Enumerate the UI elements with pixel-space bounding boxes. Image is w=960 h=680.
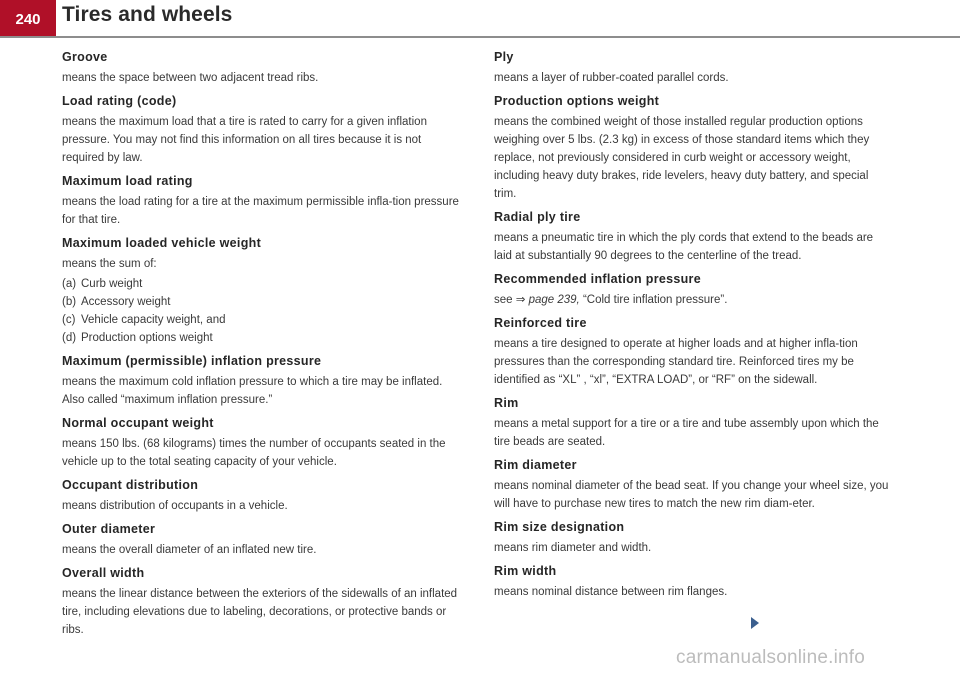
term-definition: means the maximum load that a tire is rated to carry for a given inflation pressure. You may not find this information on all tires because it is not required by law.: [62, 116, 427, 164]
term-definition: means the space between two adjacent tread ribs.: [62, 72, 319, 84]
term-definition: means the maximum cold inflation pressure to which a tire may be inflated. Also called “maximum inflation pressure.”: [62, 376, 443, 406]
glossary-entry-radial-ply-tire: [494, 210, 890, 265]
right-column: [494, 50, 890, 608]
list-item: [62, 329, 466, 347]
term-heading: Groove: [62, 50, 108, 64]
term-heading: Maximum load rating: [62, 174, 193, 188]
glossary-entry-recommended-inflation-pressure: [494, 272, 890, 309]
reference-prefix: see: [494, 294, 513, 306]
page-title: Tires and wheels: [62, 3, 233, 26]
term-definition: means the overall diameter of an inflated new tire.: [62, 544, 317, 556]
term-heading: Rim width: [494, 564, 557, 578]
term-definition: means 150 lbs. (68 kilograms) times the number of occupants seated in the vehicle up to the total seating capacity of your vehicle.: [62, 438, 446, 468]
term-heading: Radial ply tire: [494, 210, 581, 224]
term-heading: Maximum (permissible) inflation pressure: [62, 354, 322, 368]
glossary-entry-rim: [494, 396, 890, 451]
term-heading: Maximum loaded vehicle weight: [62, 236, 262, 250]
glossary-entry-maximum-load-rating: [62, 174, 466, 229]
header-divider: [0, 36, 960, 38]
list-item: [62, 275, 466, 293]
list-item: [62, 311, 466, 329]
triangle-right-icon[interactable]: [751, 617, 759, 629]
list-marker: (c): [62, 314, 76, 326]
glossary-entry-normal-occupant-weight: [62, 416, 466, 471]
glossary-entry-outer-diameter: [62, 522, 466, 559]
reference-topic: “Cold tire inflation pressure”.: [582, 294, 728, 306]
left-column: [62, 50, 466, 646]
term-definition: means a layer of rubber-coated parallel cords.: [494, 72, 729, 84]
glossary-entry-rim-diameter: [494, 458, 890, 513]
term-heading: Rim diameter: [494, 458, 577, 472]
term-heading: Ply: [494, 50, 514, 64]
glossary-entry-groove: [62, 50, 466, 87]
watermark: carmanualsonline.info: [676, 647, 866, 668]
list-item-text: Production options weight: [81, 332, 213, 344]
term-definition: means the linear distance between the exteriors of the sidewalls of an inflated tire, including elevations due to labeling, decorations, or protective bands or ribs.: [62, 588, 458, 636]
term-definition: means nominal distance between rim flanges.: [494, 586, 728, 598]
term-heading: Production options weight: [494, 94, 660, 108]
glossary-entry-maximum-inflation-pressure: [62, 354, 466, 409]
term-definition: [494, 291, 890, 309]
term-heading: Normal occupant weight: [62, 416, 214, 430]
glossary-entry-rim-width: [494, 564, 890, 601]
term-heading: Reinforced tire: [494, 316, 587, 330]
page-reference-link[interactable]: page 239,: [528, 294, 580, 306]
glossary-entry-overall-width: [62, 566, 466, 639]
term-definition: means a metal support for a tire or a tire and tube assembly upon which the tire beads are seated.: [494, 418, 879, 448]
page-number-badge: [0, 0, 56, 38]
term-heading: Rim size designation: [494, 520, 625, 534]
glossary-entry-reinforced-tire: [494, 316, 890, 389]
term-definition: means the sum of:: [62, 258, 157, 270]
list-item-text: Vehicle capacity weight, and: [81, 314, 226, 326]
term-definition: means a tire designed to operate at higher loads and at higher infla-tion pressures than the corresponding standard tire. Reinforced tires my be identified as “XL” , “xl”, “EXTRA LOAD”, or “RF” on the sidewall.: [494, 338, 858, 386]
weight-components-list: [62, 275, 466, 347]
term-heading: Recommended inflation pressure: [494, 272, 701, 286]
term-definition: means distribution of occupants in a vehicle.: [62, 500, 288, 512]
list-marker: (d): [62, 332, 77, 344]
term-definition: means nominal diameter of the bead seat. If you change your wheel size, you will have to purchase new tires to match the new rim diam-eter.: [494, 480, 889, 510]
term-heading: Occupant distribution: [62, 478, 199, 492]
term-definition: means a pneumatic tire in which the ply cords that extend to the beads are laid at substantially 90 degrees to the centerline of the tread.: [494, 232, 874, 262]
term-heading: Rim: [494, 396, 519, 410]
term-heading: Load rating (code): [62, 94, 177, 108]
list-marker: (a): [62, 278, 77, 290]
glossary-entry-occupant-distribution: [62, 478, 466, 515]
list-item-text: Curb weight: [81, 278, 143, 290]
glossary-entry-rim-size-designation: [494, 520, 890, 557]
glossary-entry-ply: [494, 50, 890, 87]
reference-arrow-icon: ⇒: [515, 294, 526, 306]
list-item: [62, 293, 466, 311]
page-number: 240: [15, 10, 41, 28]
glossary-entry-maximum-loaded-vehicle-weight: [62, 236, 466, 347]
list-item-text: Accessory weight: [81, 296, 171, 308]
glossary-entry-production-options-weight: [494, 94, 890, 203]
term-heading: Overall width: [62, 566, 145, 580]
term-definition: means rim diameter and width.: [494, 542, 652, 554]
list-marker: (b): [62, 296, 77, 308]
term-heading: Outer diameter: [62, 522, 156, 536]
term-definition: means the load rating for a tire at the maximum permissible infla-tion pressure for that tire.: [62, 196, 459, 226]
term-definition: means the combined weight of those installed regular production options weighing over 5 lbs. (2.3 kg) in excess of those standard items which they replace, not previously considered in curb weight or accessory weight, including heavy duty brakes, ride levelers, heavy duty battery, and special trim.: [494, 116, 870, 200]
glossary-entry-load-rating: [62, 94, 466, 167]
